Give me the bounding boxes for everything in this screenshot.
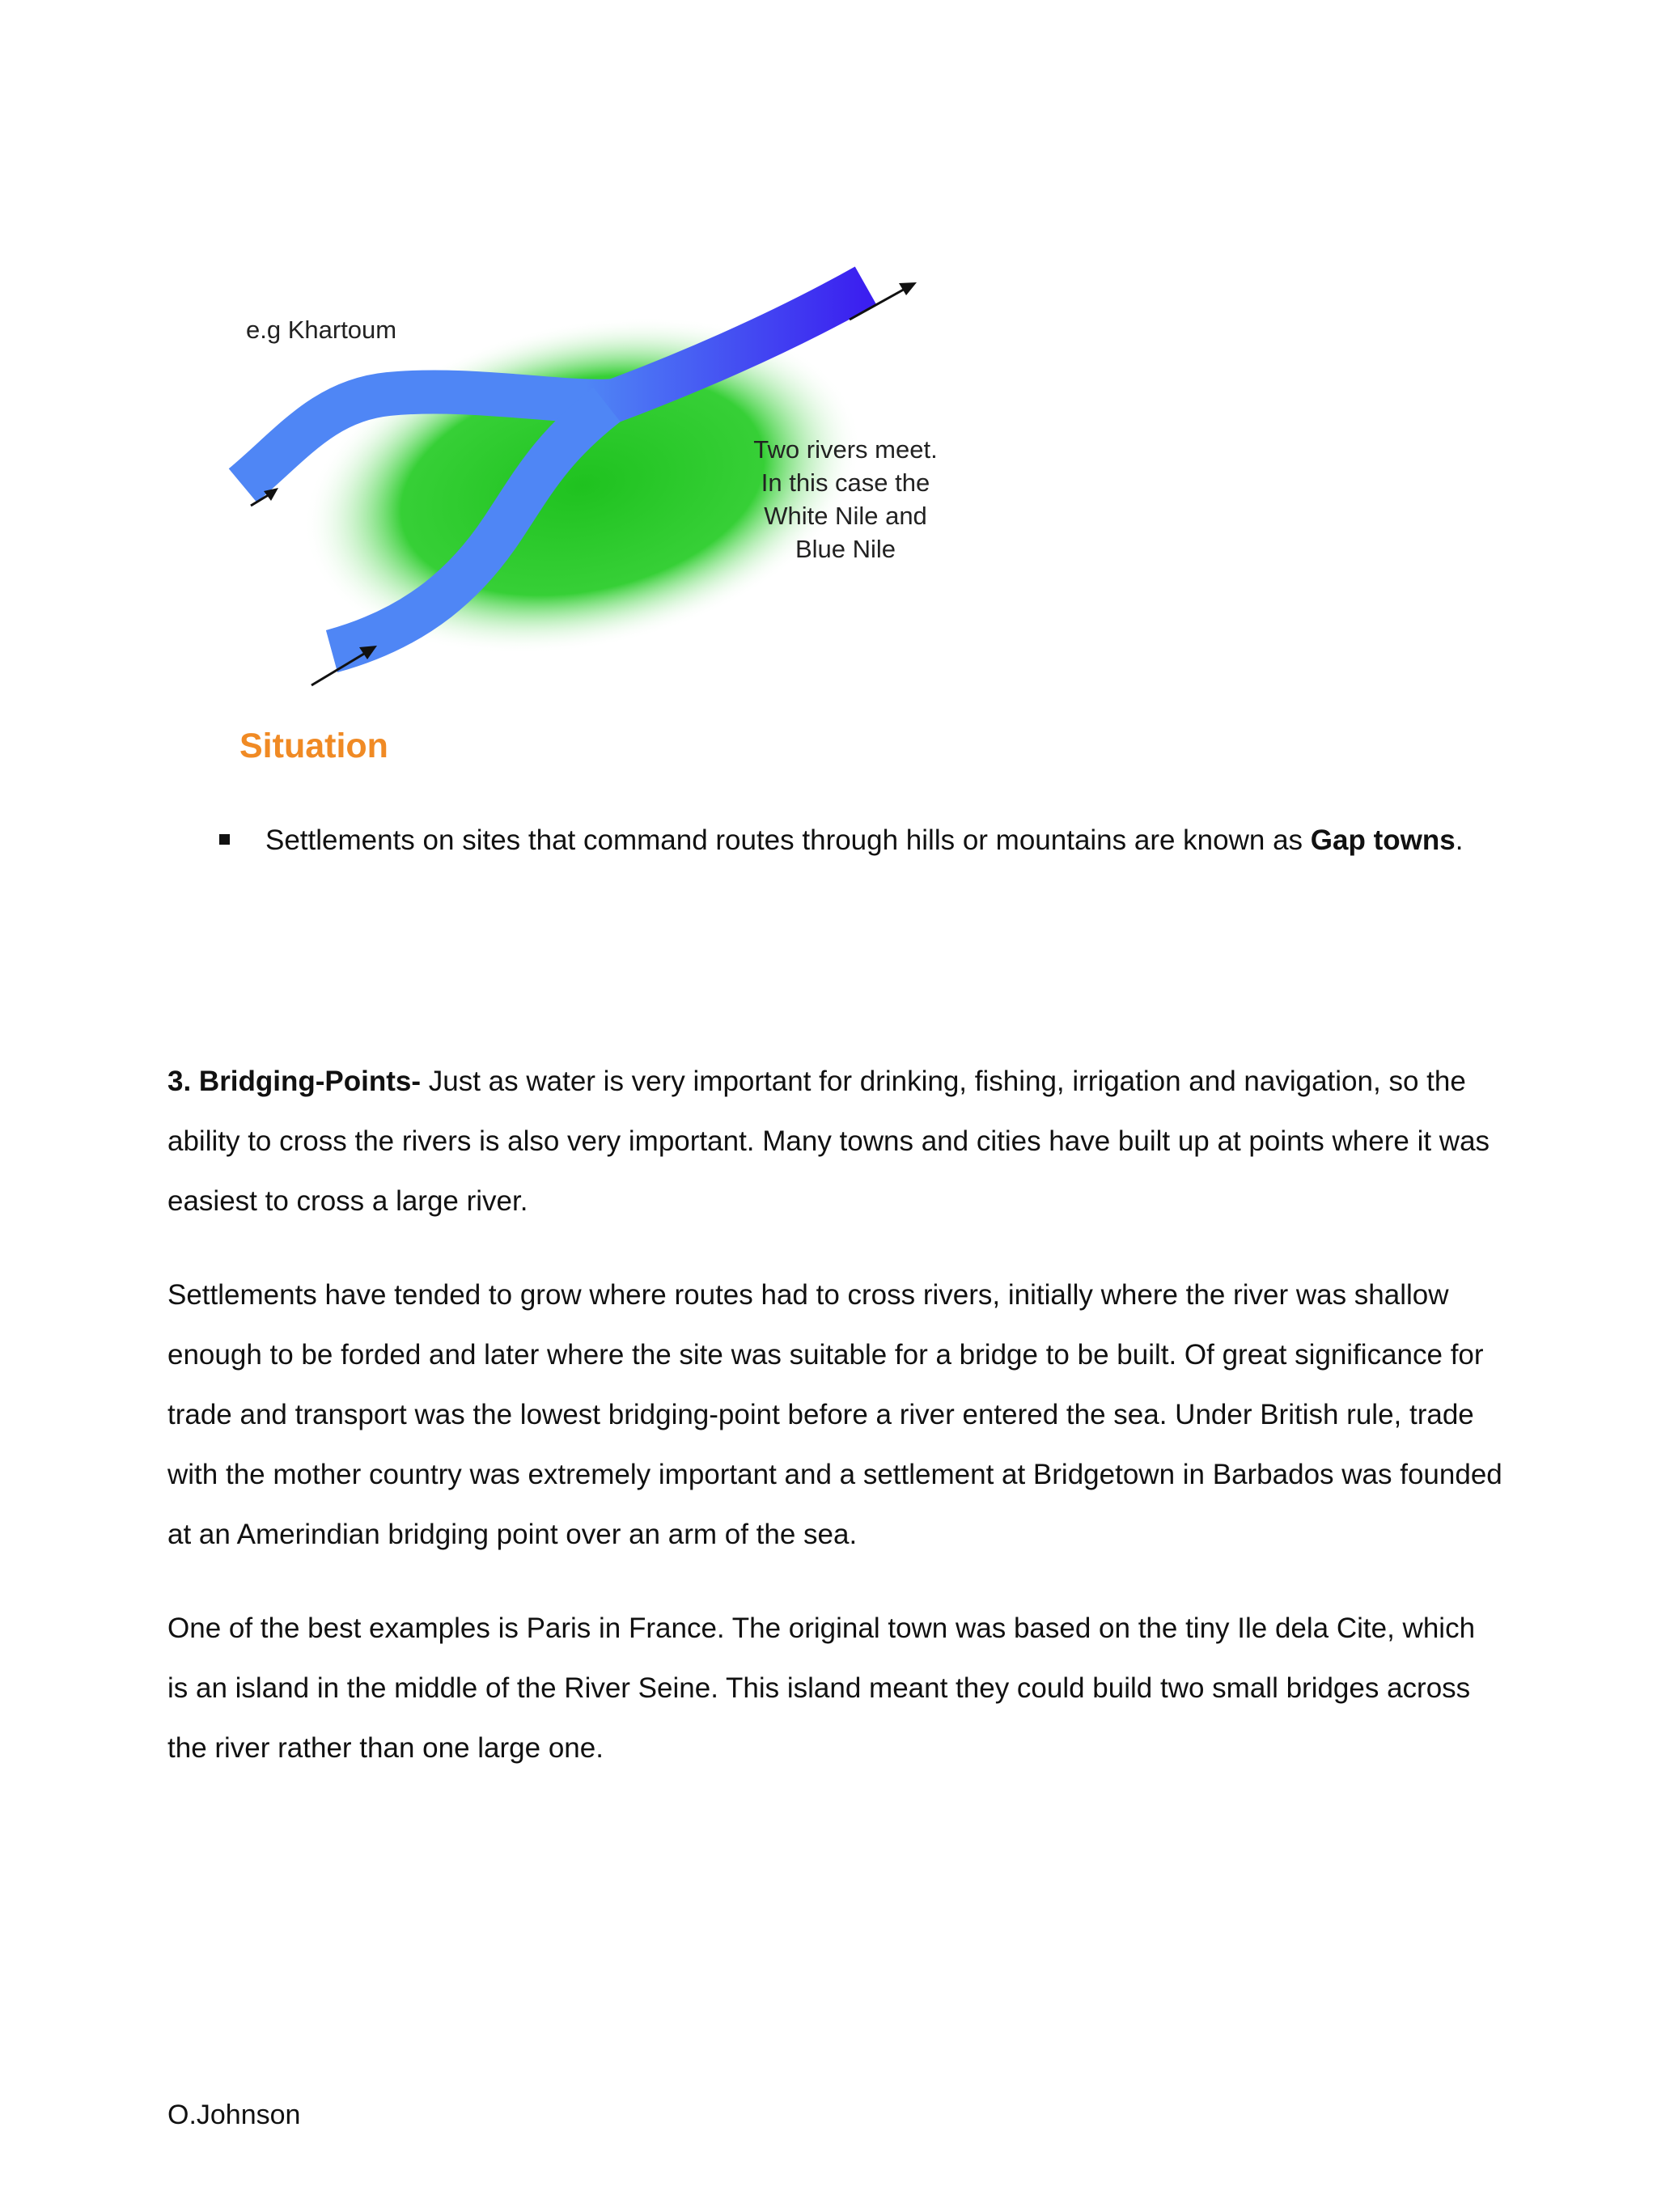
footer-author: O.Johnson	[167, 2100, 301, 2130]
confluence-note	[732, 433, 959, 566]
bullet-square-icon	[219, 834, 230, 845]
gap-towns-bullet	[265, 811, 1503, 871]
note-line: In this case the	[761, 468, 930, 497]
figure-caption: Situation	[239, 727, 388, 765]
paragraph-2: Settlements have tended to grow where routes had to cross rivers, initially where the river was shallow enough to be forded and later where the site was suitable for a bridge to be built. Of great significance for trade and transport was the lowest bridging-point before a river entered the sea. Under British rule, trade with the mother country was extremely important and a settlement at Bridgetown in Barbados was founded at an Amerindian bridging point over an arm of the sea.	[167, 1279, 1502, 1550]
paragraph-3: One of the best examples is Paris in France. The original town was based on the tiny Ile dela Cite, which is an island in the middle of the River Seine. This island meant they could build two small bridges across the river rather than one large one.	[167, 1612, 1476, 1764]
section-heading: 3. Bridging-Points-	[167, 1066, 422, 1097]
note-line: Two rivers meet.	[753, 435, 938, 464]
river-confluence-figure	[227, 271, 955, 789]
note-line: Blue Nile	[795, 535, 896, 563]
paragraph-1-text: Just as water is very important for drinking, fishing, irrigation and navigation, so the ability to cross the rivers is also very important. Many towns and cities have built up at points where it was easiest to cross a large river.	[167, 1066, 1490, 1217]
bullet-period: .	[1455, 824, 1464, 856]
example-label: e.g Khartoum	[246, 316, 397, 344]
paragraph-1	[167, 1052, 1502, 1231]
bullet-text: Settlements on sites that command routes through hills or mountains are known as	[265, 824, 1311, 856]
gap-towns-term: Gap towns	[1310, 824, 1456, 856]
bridging-points-section	[167, 1052, 1502, 1812]
note-line: White Nile and	[764, 502, 927, 530]
